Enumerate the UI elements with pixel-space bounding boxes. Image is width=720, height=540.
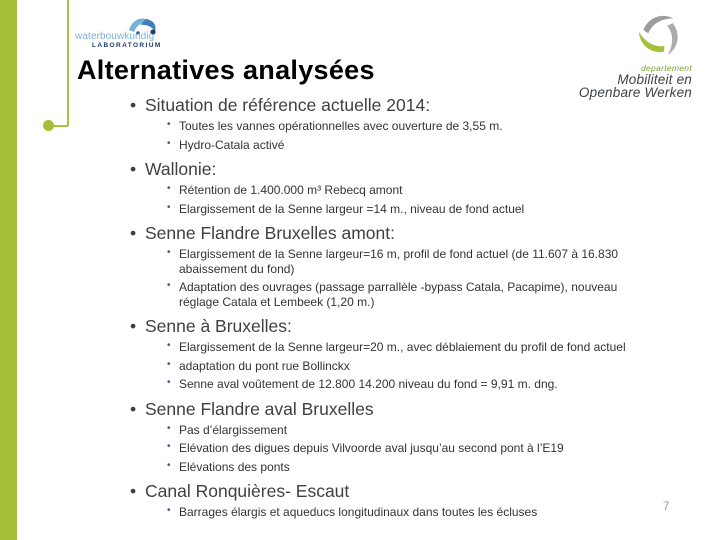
mow-logo-line3: Openbare Werken xyxy=(578,85,692,100)
decorative-dot xyxy=(43,120,54,131)
bullet-l2-item: • Pas d’élargissement xyxy=(166,423,646,438)
page-number: 7 xyxy=(663,501,670,513)
bullet-l2-item: • Elargissement de la Senne largeur=16 m, profil de fond actuel (de 11.607 à 16.830 abaissement du fond) xyxy=(166,247,646,276)
bullet-l1-senne-a-bruxelles: • Senne à Bruxelles: xyxy=(130,316,646,336)
mow-logo-line2: Mobiliteit en xyxy=(617,72,692,87)
waterbouwkundig-logo-name: waterbouwkundig xyxy=(75,31,155,42)
content-list xyxy=(130,95,646,524)
bullet-l2-item: • Elévations des ponts xyxy=(166,460,646,475)
mow-swirl-icon xyxy=(635,10,685,60)
bullet-l2-item: • Adaptation des ouvrages (passage parrallèle -bypass Catala, Pacapime), nouveau réglage Catala et Lembeek (1,20 m.) xyxy=(166,280,646,309)
waterbouwkundig-logo-sub: LABORATORIUM xyxy=(92,42,162,49)
bullet-l2-item: • Elargissement de la Senne largeur =14 m., niveau de fond actuel xyxy=(166,202,646,217)
page-title: Alternatives analysées xyxy=(77,55,375,85)
bullet-l1-canal-ronquieres-escaut: • Canal Ronquières- Escaut xyxy=(130,481,646,501)
bullet-l2-item: • adaptation du pont rue Bollinckx xyxy=(166,359,646,374)
bullet-l2-item: • Barrages élargis et aqueducs longitudinaux dans toutes les écluses xyxy=(166,505,646,520)
bullet-l1-senne-flandre-bruxelles-amont: • Senne Flandre Bruxelles amont: xyxy=(130,223,646,243)
decorative-vertical-line xyxy=(67,0,69,126)
bullet-l2-item: • Toutes les vannes opérationnelles avec ouverture de 3,55 m. xyxy=(166,119,646,134)
bullet-l2-item: • Elévation des digues depuis Vilvoorde aval jusqu’au second pont à l’E19 xyxy=(166,441,646,456)
waterbouwkundig-logo xyxy=(75,14,175,50)
bullet-l1-wallonie: • Wallonie: xyxy=(130,159,646,179)
bullet-l1-senne-flandre-aval-bruxelles: • Senne Flandre aval Bruxelles xyxy=(130,399,646,419)
mow-logo xyxy=(572,10,692,99)
bullet-l2-item: • Hydro-Catala activé xyxy=(166,138,646,153)
decorative-horizontal-line xyxy=(52,125,68,127)
left-accent-bar xyxy=(0,0,17,540)
bullet-l2-item: • Senne aval voûtement de 12.800 14.200 niveau du fond = 9,91 m. dng. xyxy=(166,377,646,392)
bullet-l2-item: • Rétention de 1.400.000 m³ Rebecq amont xyxy=(166,183,646,198)
bullet-l2-item: • Elargissement de la Senne largeur=20 m., avec déblaiement du profil de fond actuel xyxy=(166,340,646,355)
bullet-l1-situation-reference: • Situation de référence actuelle 2014: xyxy=(130,95,646,115)
mow-logo-departement: departement xyxy=(640,63,692,73)
